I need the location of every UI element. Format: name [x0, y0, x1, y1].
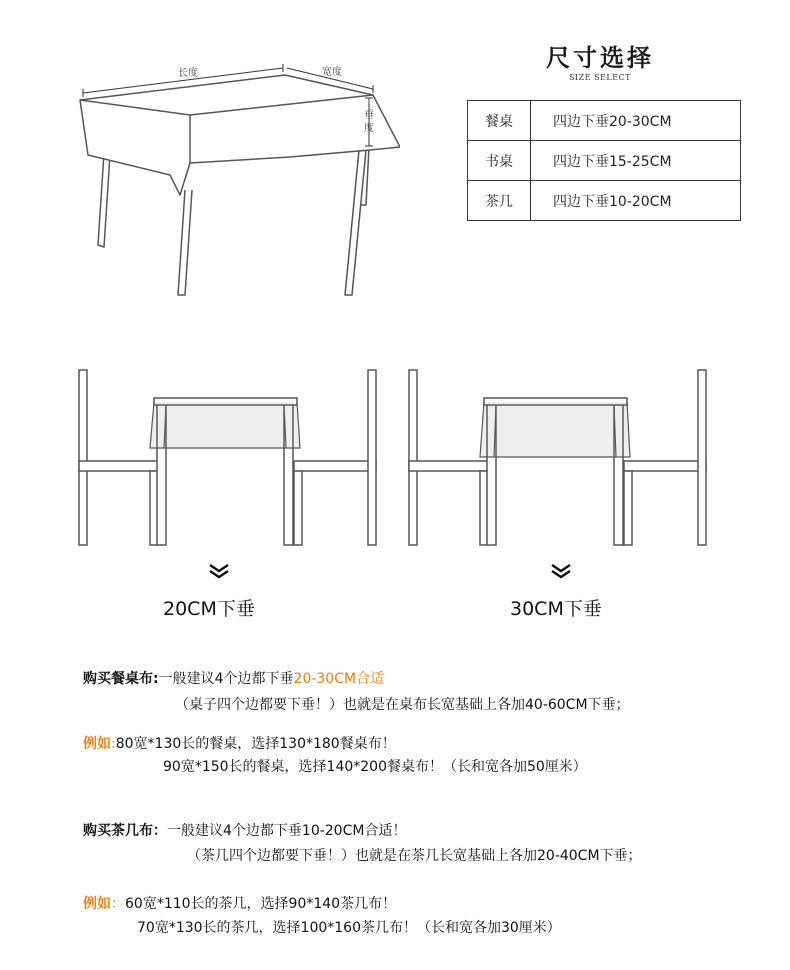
- coffee-example-1-line: [83, 893, 396, 913]
- size-spec: 四边下垂10-20CM: [531, 181, 741, 221]
- dining-example-1: 80宽*130长的餐桌，选择130*180餐桌布！: [115, 736, 396, 752]
- dining-example-label: 例如: [83, 736, 111, 752]
- dining-example-1-line: [83, 733, 396, 753]
- dining-example-colon: :: [111, 736, 116, 752]
- double-chevron-down-icon: [550, 563, 572, 579]
- size-type: 茶几: [468, 181, 531, 221]
- size-spec: 四边下垂15-25CM: [531, 141, 741, 181]
- coffee-example-label: 例如: [83, 896, 111, 912]
- size-table: [467, 100, 741, 221]
- coffee-advice: 一般建议4个边都下垂10-20CM合适！: [167, 823, 407, 839]
- coffee-example-colon: ：: [111, 896, 125, 912]
- dining-advice-line: [83, 668, 384, 688]
- size-spec: 四边下垂20-30CM: [531, 101, 741, 141]
- dining-example-2: 90宽*150长的餐桌，选择140*200餐桌布！（长和宽各加50厘米）: [163, 759, 587, 775]
- drop-label-bottom: 度: [364, 123, 374, 134]
- drop-label-top: 垂: [364, 110, 374, 121]
- size-select-subtitle: SIZE SELECT: [568, 73, 631, 82]
- dining-advice-highlight: 20-30CM合适: [293, 671, 385, 687]
- dining-heading: 购买餐桌布: [83, 671, 153, 687]
- coffee-note: （茶几四个边都要下垂！）也就是在茶几长宽基础上各加20-40CM下垂；: [187, 848, 642, 864]
- coffee-advice-line: [83, 820, 406, 840]
- size-type: 餐桌: [468, 101, 531, 141]
- table-dimension-diagram: [60, 55, 400, 300]
- size-select-title: 尺寸选择: [546, 43, 654, 72]
- dining-advice: 一般建议4个边都下垂: [158, 671, 294, 687]
- size-row-desk: [468, 141, 741, 181]
- dining-note: （桌子四个边都要下垂！）也就是在桌布长宽基础上各加40-60CM下垂；: [175, 697, 630, 713]
- size-row-dining: [468, 101, 741, 141]
- drop-30cm-diagram: [402, 365, 712, 550]
- drop-20cm-diagram: [72, 365, 382, 550]
- coffee-example-1: 60宽*110长的茶几，选择90*140茶几布！: [125, 896, 397, 912]
- caption-20cm: 20CM下垂: [163, 598, 255, 620]
- length-label: 长度: [178, 68, 198, 79]
- double-chevron-down-icon: [208, 563, 230, 579]
- coffee-example-2: 70宽*130长的茶几，选择100*160茶几布！（长和宽各加30厘米）: [137, 920, 561, 936]
- width-label: 宽度: [322, 67, 342, 78]
- caption-30cm: 30CM下垂: [510, 598, 602, 620]
- size-row-coffee-table: [468, 181, 741, 221]
- dining-colon: :: [153, 671, 159, 687]
- size-type: 书桌: [468, 141, 531, 181]
- coffee-heading: 购买茶几布: [83, 823, 153, 839]
- coffee-colon: ：: [153, 823, 167, 839]
